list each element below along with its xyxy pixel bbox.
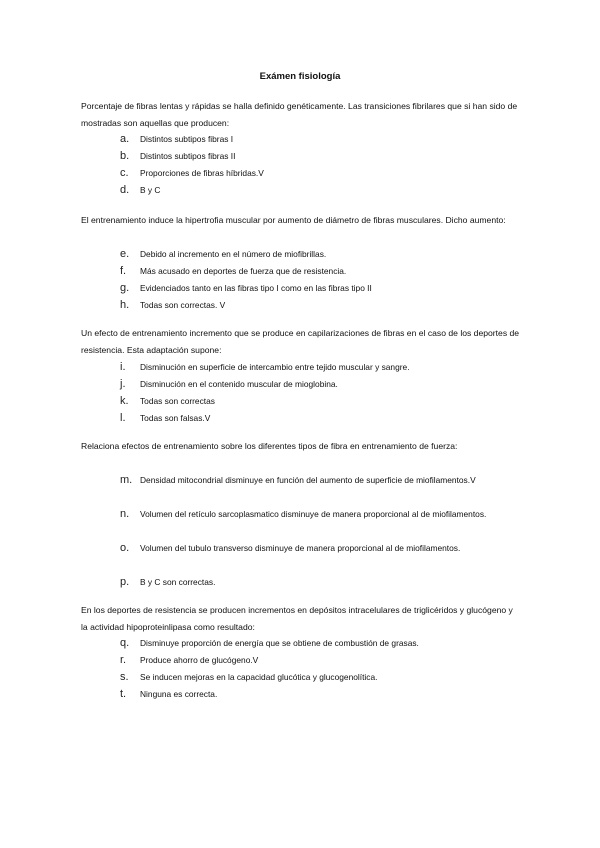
question-3: Un efecto de entrenamiento incremento que se produce en capilarizaciones de fibras en el caso de los deportes de resistencia. Esta adaptación supone: [81,328,520,355]
option-s [120,669,480,686]
option-letter: m. [120,474,133,486]
option-text: Volumen del retículo sarcoplasmatico disminuye de manera proporcional al de miofilamentos. [140,509,487,519]
option-text: Volumen del tubulo transverso disminuye de manera proporcional al de miofilamentos. [140,543,461,553]
option-letter: d. [120,184,130,196]
option-letter: o. [120,542,130,554]
option-letter: i. [120,361,126,373]
option-letter: q. [120,637,130,649]
option-a [120,131,480,148]
option-letter: a. [120,133,130,145]
option-text: Densidad mitocondrial disminuye en función del aumento de superficie de miofilamentos.V [140,475,476,485]
option-letter: s. [120,671,129,683]
option-letter: p. [120,576,130,588]
option-h [120,297,480,314]
option-text: Todas son falsas.V [140,413,211,423]
option-q [120,635,480,652]
option-text: Se inducen mejoras en la capacidad glucótica y glucogenolítica. [140,672,378,682]
option-letter: g. [120,282,130,294]
option-letter: l. [120,412,126,424]
option-letter: b. [120,150,130,162]
option-e [120,246,480,263]
question-2: El entrenamiento induce la hipertrofia muscular por aumento de diámetro de fibras musculares. Dicho aumento: [81,215,506,225]
option-text: Disminución en superficie de intercambio entre tejido muscular y sangre. [140,362,410,372]
option-text: Ninguna es correcta. [140,689,218,699]
option-letter: j. [120,378,126,390]
option-f [120,263,480,280]
option-letter: r. [120,654,127,666]
option-t [120,686,480,703]
option-c [120,165,480,182]
option-p [120,574,480,591]
option-r [120,652,480,669]
option-text: Disminución en el contenido muscular de mioglobina. [140,379,338,389]
option-m [120,472,500,489]
option-o [120,540,500,557]
option-text: Distintos subtipos fibras I [140,134,234,144]
option-letter: c. [120,167,129,179]
option-g [120,280,480,297]
option-text: Más acusado en deportes de fuerza que de resistencia. [140,266,347,276]
question-4: Relaciona efectos de entrenamiento sobre los diferentes tipos de fibra en entrenamiento de fuerza: [81,441,458,451]
option-text: Distintos subtipos fibras II [140,151,236,161]
option-text: Produce ahorro de glucógeno.V [140,655,259,665]
option-letter: k. [120,395,129,407]
question-1: Porcentaje de fibras lentas y rápidas se halla definido genéticamente. Las transiciones fibrilares que si han sido de mostradas son aquellas que producen: [81,101,518,128]
option-letter: e. [120,248,130,260]
option-letter: f. [120,265,127,277]
option-b [120,148,480,165]
option-text: Debido al incremento en el número de miofibrillas. [140,249,327,259]
option-letter: n. [120,508,130,520]
option-j [120,376,480,393]
option-text: Evidenciados tanto en las fibras tipo I como en las fibras tipo II [140,283,372,293]
option-letter: h. [120,299,130,311]
option-i [120,359,480,376]
page-title: Exámen fisiología [259,71,341,82]
option-text: Todas son correctas. V [140,300,226,310]
option-text: Proporciones de fibras híbridas.V [140,168,264,178]
option-n [120,506,500,523]
option-k [120,393,480,410]
option-text: B y C son correctas. [140,577,216,587]
option-text: B y C [140,185,161,195]
option-text: Disminuye proporción de energía que se obtiene de combustión de grasas. [140,638,419,648]
option-text: Todas son correctas [140,396,215,406]
question-5: En los deportes de resistencia se producen incrementos en depósitos intracelulares de triglicéridos y glucógeno y la actividad hipoproteinlipasa como resultado: [81,605,513,632]
option-l [120,410,480,427]
option-letter: t. [120,688,127,700]
option-d [120,182,480,199]
